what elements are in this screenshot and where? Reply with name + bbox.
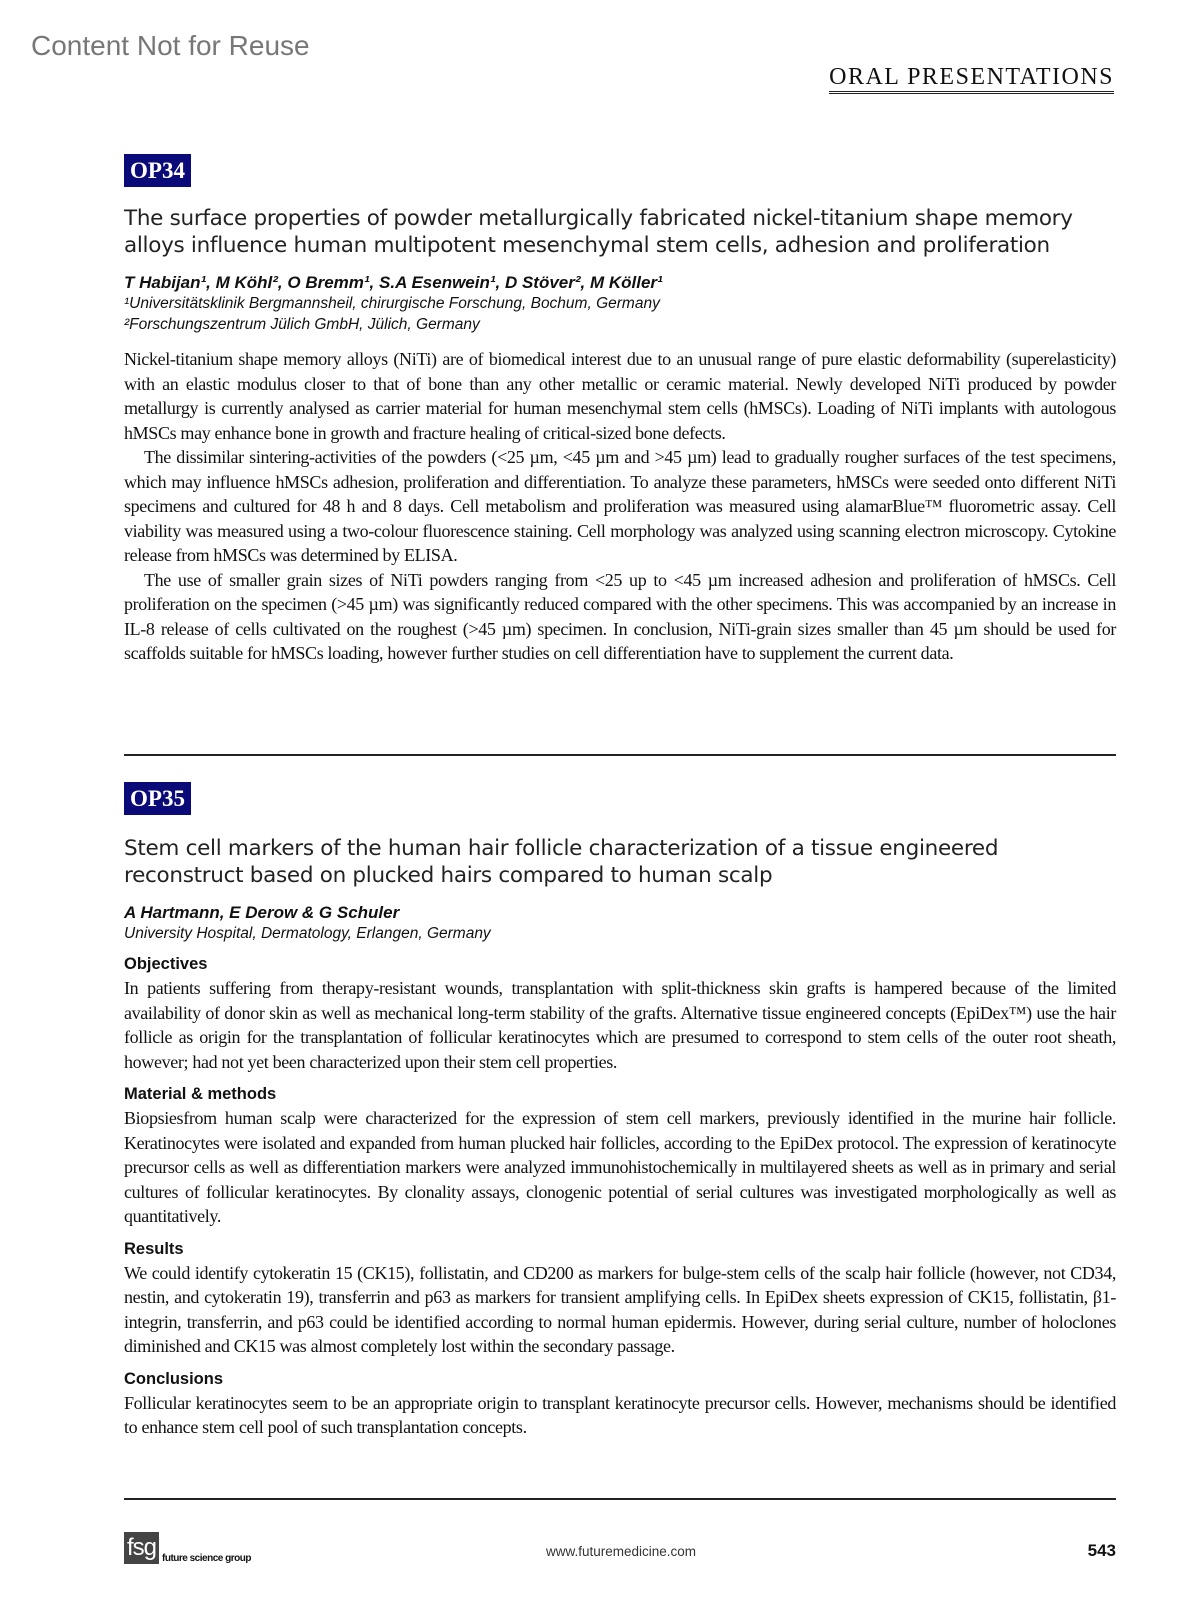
abstract-op34: [124, 154, 1116, 666]
abstract-id-badge: OP34: [124, 154, 191, 187]
affiliation: University Hospital, Dermatology, Erlangen, Germany: [124, 925, 491, 942]
watermark: Content Not for Reuse: [31, 30, 310, 61]
abstract-id-badge: OP35: [124, 782, 191, 815]
page-number: 543: [1087, 1541, 1116, 1560]
authors: A Hartmann, E Derow & G Schuler: [124, 903, 400, 922]
affiliation: ²Forschungszentrum Jülich GmbH, Jülich, Germany: [124, 316, 480, 333]
affiliation: ¹Universitätsklinik Bergmannsheil, chirurgische Forschung, Bochum, Germany: [124, 295, 660, 312]
section-heading: Objectives: [124, 955, 208, 973]
footer-url: www.futuremedicine.com: [546, 1544, 697, 1559]
logo-text: future science group: [162, 1553, 251, 1564]
abstract-title: Stem cell markers of the human hair follicle characterization of a tissue engineered reconstruct based on plucked hairs compared to human scalp: [124, 836, 999, 888]
section-heading: Material & methods: [124, 1085, 277, 1103]
section-text: Biopsiesfrom human scalp were characterized for the expression of stem cell markers, previously identified in the murine hair follicle. Keratinocytes were isolated and expanded from human plucked hair follicles, according to the EpiDex protocol. The expression of keratinocyte precursor cells as well as differentiation markers were analyzed immunohistochemically in multilayered sheets as well as in primary and serial cultures of follicular keratinocytes. By clonality assays, clonogenic potential of serial cultures was investigated morphologically as well as quantitatively.: [124, 1108, 1116, 1226]
logo-mark: fsg: [124, 1532, 159, 1564]
section-text: Follicular keratinocytes seem to be an appropriate origin to transplant keratinocyte precursor cells. However, mechanisms should be identified to enhance stem cell pool of such transplantation concepts.: [124, 1392, 1116, 1437]
paragraph: Nickel-titanium shape memory alloys (NiTi) are of biomedical interest due to an unusual range of pure elastic deformability (superelasticity) with an elastic modulus closer to that of bone than any other metallic or ceramic material. Newly developed NiTi produced by powder metallurgy is currently analysed as carrier material for human mesenchymal stem cells (hMSCs). Loading of NiTi implants with autologous hMSCs may enhance bone in growth and fracture healing of critical-sized bone defects.: [124, 349, 1116, 443]
section-heading: Results: [124, 1239, 184, 1258]
section-header: ORAL PRESENTATIONS: [829, 64, 1114, 94]
authors: T Habijan¹, M Köhl², O Bremm¹, S.A Esenwein¹, D Stöver², M Köller¹: [124, 273, 663, 292]
section-text: We could identify cytokeratin 15 (CK15), follistatin, and CD200 as markers for bulge-stem cells of the scalp hair follicle (however, not CD34, nestin, and cytokeratin 19), transferrin and p63 as markers for transient amplifying cells. In EpiDex sheets expression of CK15, follistatin, β1-integrin, transferrin, and p63 could be identified according to normal human epidermis. However, during serial culture, number of holoclones diminished and CK15 was almost completely lost within the secondary passage.: [124, 1262, 1116, 1356]
divider: [124, 1498, 1116, 1500]
paragraph: The dissimilar sintering-activities of the powders (<25 µm, <45 µm and >45 µm) lead to gradually rougher surfaces of the test specimens, which may influence hMSCs adhesion, proliferation and differentiation. To analyze these parameters, hMSCs were seeded onto different NiTi specimens and cultured for 48 h and 8 days. Cell metabolism and proliferation was measured using alamarBlue™ fluorometric assay. Cell viability was measured using a two-colour fluorescence staining. Cell morphology was analyzed using scanning electron microscopy. Cytokine release from hMSCs was determined by ELISA.: [124, 447, 1116, 565]
divider: [124, 754, 1116, 756]
fsg-logo: [124, 1532, 251, 1564]
paragraph: The use of smaller grain sizes of NiTi powders ranging from <25 up to <45 µm increased adhesion and proliferation of hMSCs. Cell proliferation on the specimen (>45 µm) was significantly reduced compared with the other specimens. This was accompanied by an increase in IL-8 release of cells cultivated on the roughest (>45 µm) specimen. In conclusion, NiTi-grain sizes smaller than 45 µm should be used for scaffolds suitable for hMSCs loading, however further studies on cell differentiation have to supplement the current data.: [124, 569, 1116, 663]
section-heading: Conclusions: [124, 1369, 224, 1388]
abstract-op35: [124, 782, 1116, 1440]
abstract-title: The surface properties of powder metallurgically fabricated nickel-titanium shape memory alloys influence human multipotent mesenchymal stem cells, adhesion and proliferation: [124, 206, 1073, 258]
footer: [124, 1532, 1116, 1568]
section-text: In patients suffering from therapy-resistant wounds, transplantation with split-thickness skin grafts is hampered because of the limited availability of donor skin as well as mechanical long-term stability of the grafts. Alternative tissue engineered concepts (EpiDex™) use the hair follicle as origin for the transplantation of follicular keratinocytes which are presumed to correspond to stem cells of the outer root sheath, however; had not yet been characterized upon their stem cell properties.: [124, 978, 1116, 1072]
